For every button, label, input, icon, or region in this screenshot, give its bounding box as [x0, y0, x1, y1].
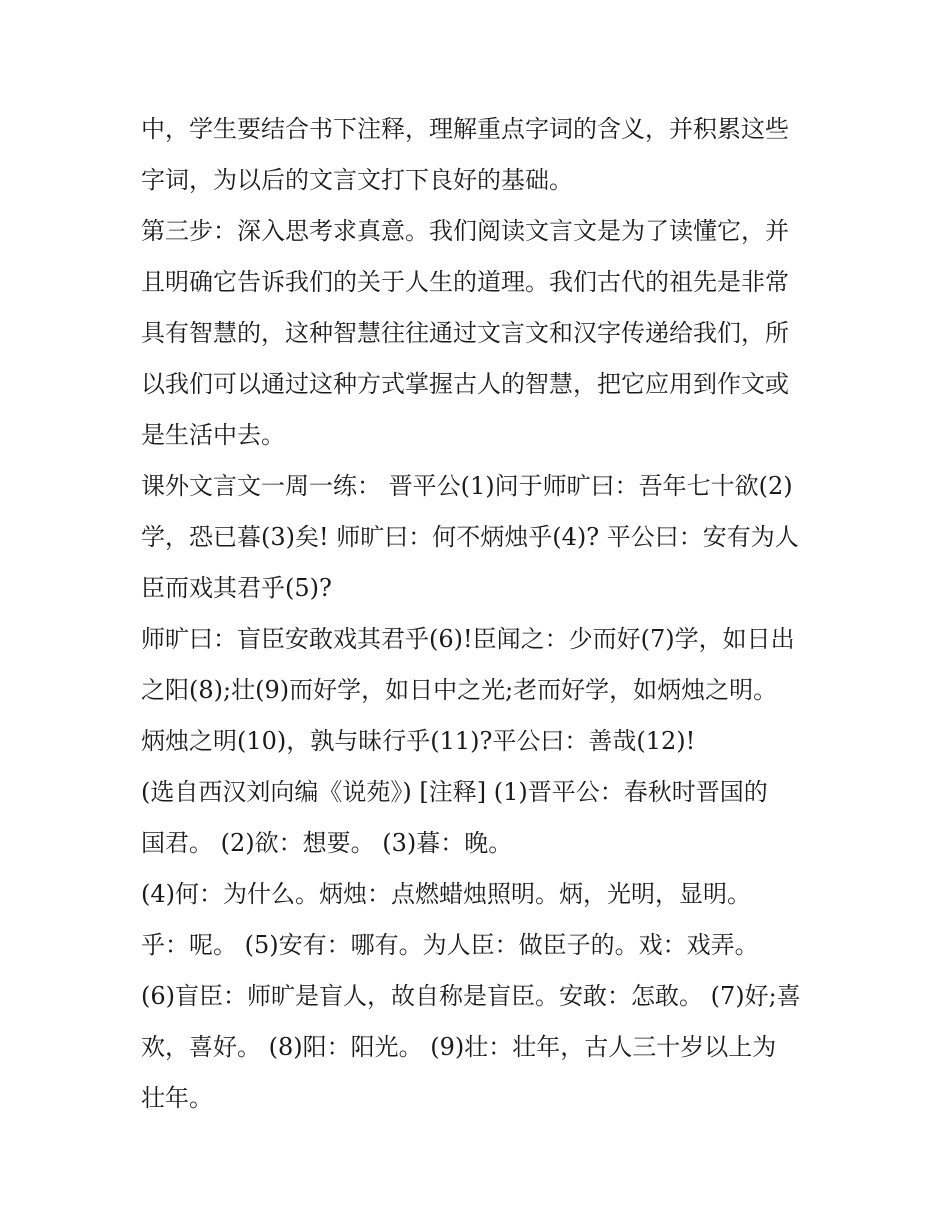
- text-line: 臣而戏其君乎(5)?: [141, 574, 332, 602]
- text-line: 课外文言文一周一练： 晋平公(1)问于师旷曰：吾年七十欲(2): [141, 472, 793, 500]
- text-line: 具有智慧的，这种智慧往往通过文言文和汉字传递给我们，所: [141, 319, 789, 347]
- text-line: 中，学生要结合书下注释，理解重点字词的含义，并积累这些: [141, 115, 789, 143]
- text-line: (选自西汉刘向编《说苑》) [注释] (1)晋平公：春秋时晋国的: [141, 778, 768, 806]
- text-line: 国君。 (2)欲：想要。 (3)暮：晚。: [141, 829, 513, 857]
- text-line: 欢，喜好。 (8)阳：阳光。 (9)壮：壮年，古人三十岁以上为: [141, 1033, 777, 1061]
- text-line: (4)何：为什么。炳烛：点燃蜡烛照明。炳，光明，显明。: [141, 880, 751, 908]
- text-line: 师旷曰：盲臣安敢戏其君乎(6)!臣闻之：少而好(7)学，如日出: [141, 625, 795, 653]
- text-line: 字词，为以后的文言文打下良好的基础。: [141, 166, 573, 194]
- text-line: 第三步：深入思考求真意。我们阅读文言文是为了读懂它，并: [141, 217, 789, 245]
- text-line: 是生活中去。: [141, 421, 285, 449]
- text-line: 学，恐已暮(3)矣! 师旷曰：何不炳烛乎(4)? 平公曰：安有为人: [141, 523, 799, 551]
- text-line: 之阳(8);壮(9)而好学，如日中之光;老而好学，如炳烛之明。: [141, 676, 778, 704]
- text-line: 炳烛之明(10)，孰与昧行乎(11)?平公曰：善哉(12)!: [141, 727, 696, 755]
- text-line: 乎：呢。 (5)安有：哪有。为人臣：做臣子的。戏：戏弄。: [141, 931, 759, 959]
- text-line: (6)盲臣：师旷是盲人，故自称是盲臣。安敢：怎敢。 (7)好;喜: [141, 982, 801, 1010]
- text-line: 以我们可以通过这种方式掌握古人的智慧，把它应用到作文或: [141, 370, 789, 398]
- document-body: [141, 104, 821, 1124]
- text-line: 壮年。: [141, 1084, 213, 1112]
- text-line: 且明确它告诉我们的关于人生的道理。我们古代的祖先是非常: [141, 268, 789, 296]
